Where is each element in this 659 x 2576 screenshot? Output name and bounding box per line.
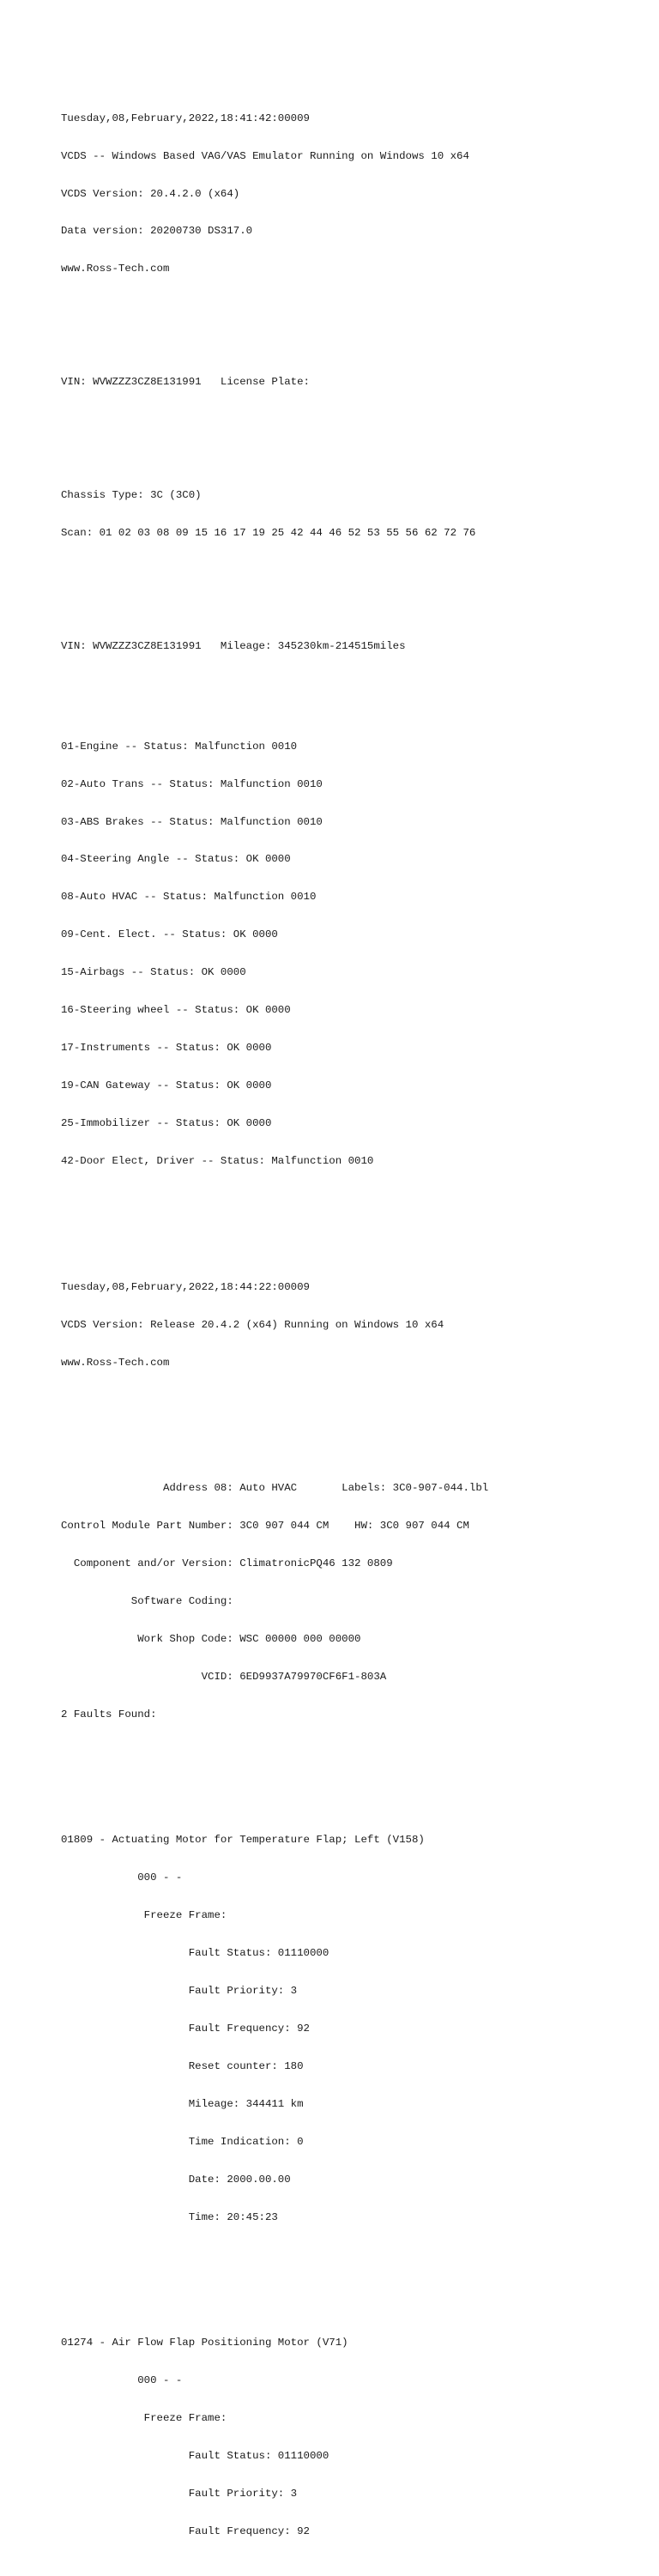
- software-version: VCDS Version: 20.4.2.0 (x64): [61, 187, 240, 200]
- address-line: Address 08: Auto HVAC Labels: 3C0-907-044.lbl: [61, 1482, 489, 1495]
- fault-entry-2: [61, 2312, 644, 2563]
- fault-detail: Mileage: 344411 km: [61, 2097, 304, 2110]
- fault-detail: Fault Frequency: 92: [61, 2525, 310, 2538]
- header-block-2: [61, 1255, 644, 1394]
- fault-detail: Time: 20:45:23: [61, 2210, 278, 2223]
- software-title: VCDS -- Windows Based VAG/VAS Emulator Running on Windows 10 x64: [61, 149, 469, 162]
- chassis-type: Chassis Type: 3C (3C0): [61, 489, 202, 502]
- vin-license-line: VIN: WVWZZZ3CZ8E131991 License Plate:: [61, 376, 310, 389]
- workshop-code-line: Work Shop Code: WSC 00000 000 00000: [61, 1632, 361, 1645]
- vcid-line: VCID: 6ED9937A79970CF6F1-803A: [61, 1670, 387, 1683]
- module-status-row: 25-Immobilizer -- Status: OK 0000: [61, 1117, 272, 1130]
- report-timestamp-2: Tuesday,08,February,2022,18:44:22:00009: [61, 1280, 310, 1293]
- module-status-row: 42-Door Elect, Driver -- Status: Malfunction 0010: [61, 1155, 374, 1168]
- part-number-line: Control Module Part Number: 3C0 907 044 CM HW: 3C0 907 044 CM: [61, 1520, 469, 1532]
- module-status-row: 16-Steering wheel -- Status: OK 0000: [61, 1004, 291, 1017]
- data-version: Data version: 20200730 DS317.0: [61, 225, 253, 238]
- module-status-row: 09-Cent. Elect. -- Status: OK 0000: [61, 928, 278, 941]
- chassis-block: [61, 464, 644, 565]
- module-status-row: 15-Airbags -- Status: OK 0000: [61, 966, 246, 979]
- module-status-row: 01-Engine -- Status: Malfunction 0010: [61, 740, 298, 753]
- website-2: www.Ross-Tech.com: [61, 1356, 170, 1369]
- fault-code-line: 000 - -: [61, 1872, 183, 1884]
- fault-detail: Time Indication: 0: [61, 2135, 304, 2148]
- component-line: Component and/or Version: ClimatronicPQ46 132 0809: [61, 1557, 393, 1569]
- module-status-list: [61, 715, 644, 1193]
- report-timestamp: Tuesday,08,February,2022,18:41:42:00009: [61, 112, 310, 124]
- fault-code-line: 000 - -: [61, 2374, 183, 2387]
- module-status-row: 03-ABS Brakes -- Status: Malfunction 0010: [61, 815, 323, 828]
- freeze-frame-label: Freeze Frame:: [61, 1909, 227, 1922]
- header-block-1: [61, 87, 644, 300]
- scan-list: Scan: 01 02 03 08 09 15 16 17 19 25 42 44 46 52 53 55 56 62 72 76: [61, 527, 476, 540]
- vin-mileage-line: VIN: WVWZZZ3CZ8E131991 Mileage: 345230km-214515miles: [61, 640, 406, 653]
- faults-found-line: 2 Faults Found:: [61, 1708, 157, 1720]
- fault-detail: Fault Priority: 3: [61, 2488, 298, 2500]
- fault-detail: Fault Status: 01110000: [61, 2450, 330, 2463]
- freeze-frame-label: Freeze Frame:: [61, 2412, 227, 2425]
- address-block: [61, 1457, 644, 1746]
- module-status-row: 04-Steering Angle -- Status: OK 0000: [61, 853, 291, 866]
- fault-detail: Date: 2000.00.00: [61, 2173, 291, 2186]
- fault-title: 01809 - Actuating Motor for Temperature Flap; Left (V158): [61, 1834, 425, 1847]
- module-status-row: 08-Auto HVAC -- Status: Malfunction 0010: [61, 891, 317, 904]
- module-status-row: 02-Auto Trans -- Status: Malfunction 0010: [61, 777, 323, 790]
- vcds-report: [61, 62, 644, 2576]
- fault-detail: Reset counter: 180: [61, 2060, 304, 2073]
- software-version-2: VCDS Version: Release 20.4.2 (x64) Running on Windows 10 x64: [61, 1318, 444, 1331]
- fault-detail: Fault Frequency: 92: [61, 2023, 310, 2035]
- software-coding-line: Software Coding:: [61, 1594, 233, 1607]
- fault-detail: Fault Priority: 3: [61, 1985, 298, 1998]
- module-status-row: 17-Instruments -- Status: OK 0000: [61, 1042, 272, 1055]
- fault-entry-1: [61, 1809, 644, 2249]
- fault-title: 01274 - Air Flow Flap Positioning Motor (V71): [61, 2337, 348, 2349]
- website: www.Ross-Tech.com: [61, 263, 170, 275]
- fault-detail: Fault Status: 01110000: [61, 1947, 330, 1960]
- module-status-row: 19-CAN Gateway -- Status: OK 0000: [61, 1079, 272, 1092]
